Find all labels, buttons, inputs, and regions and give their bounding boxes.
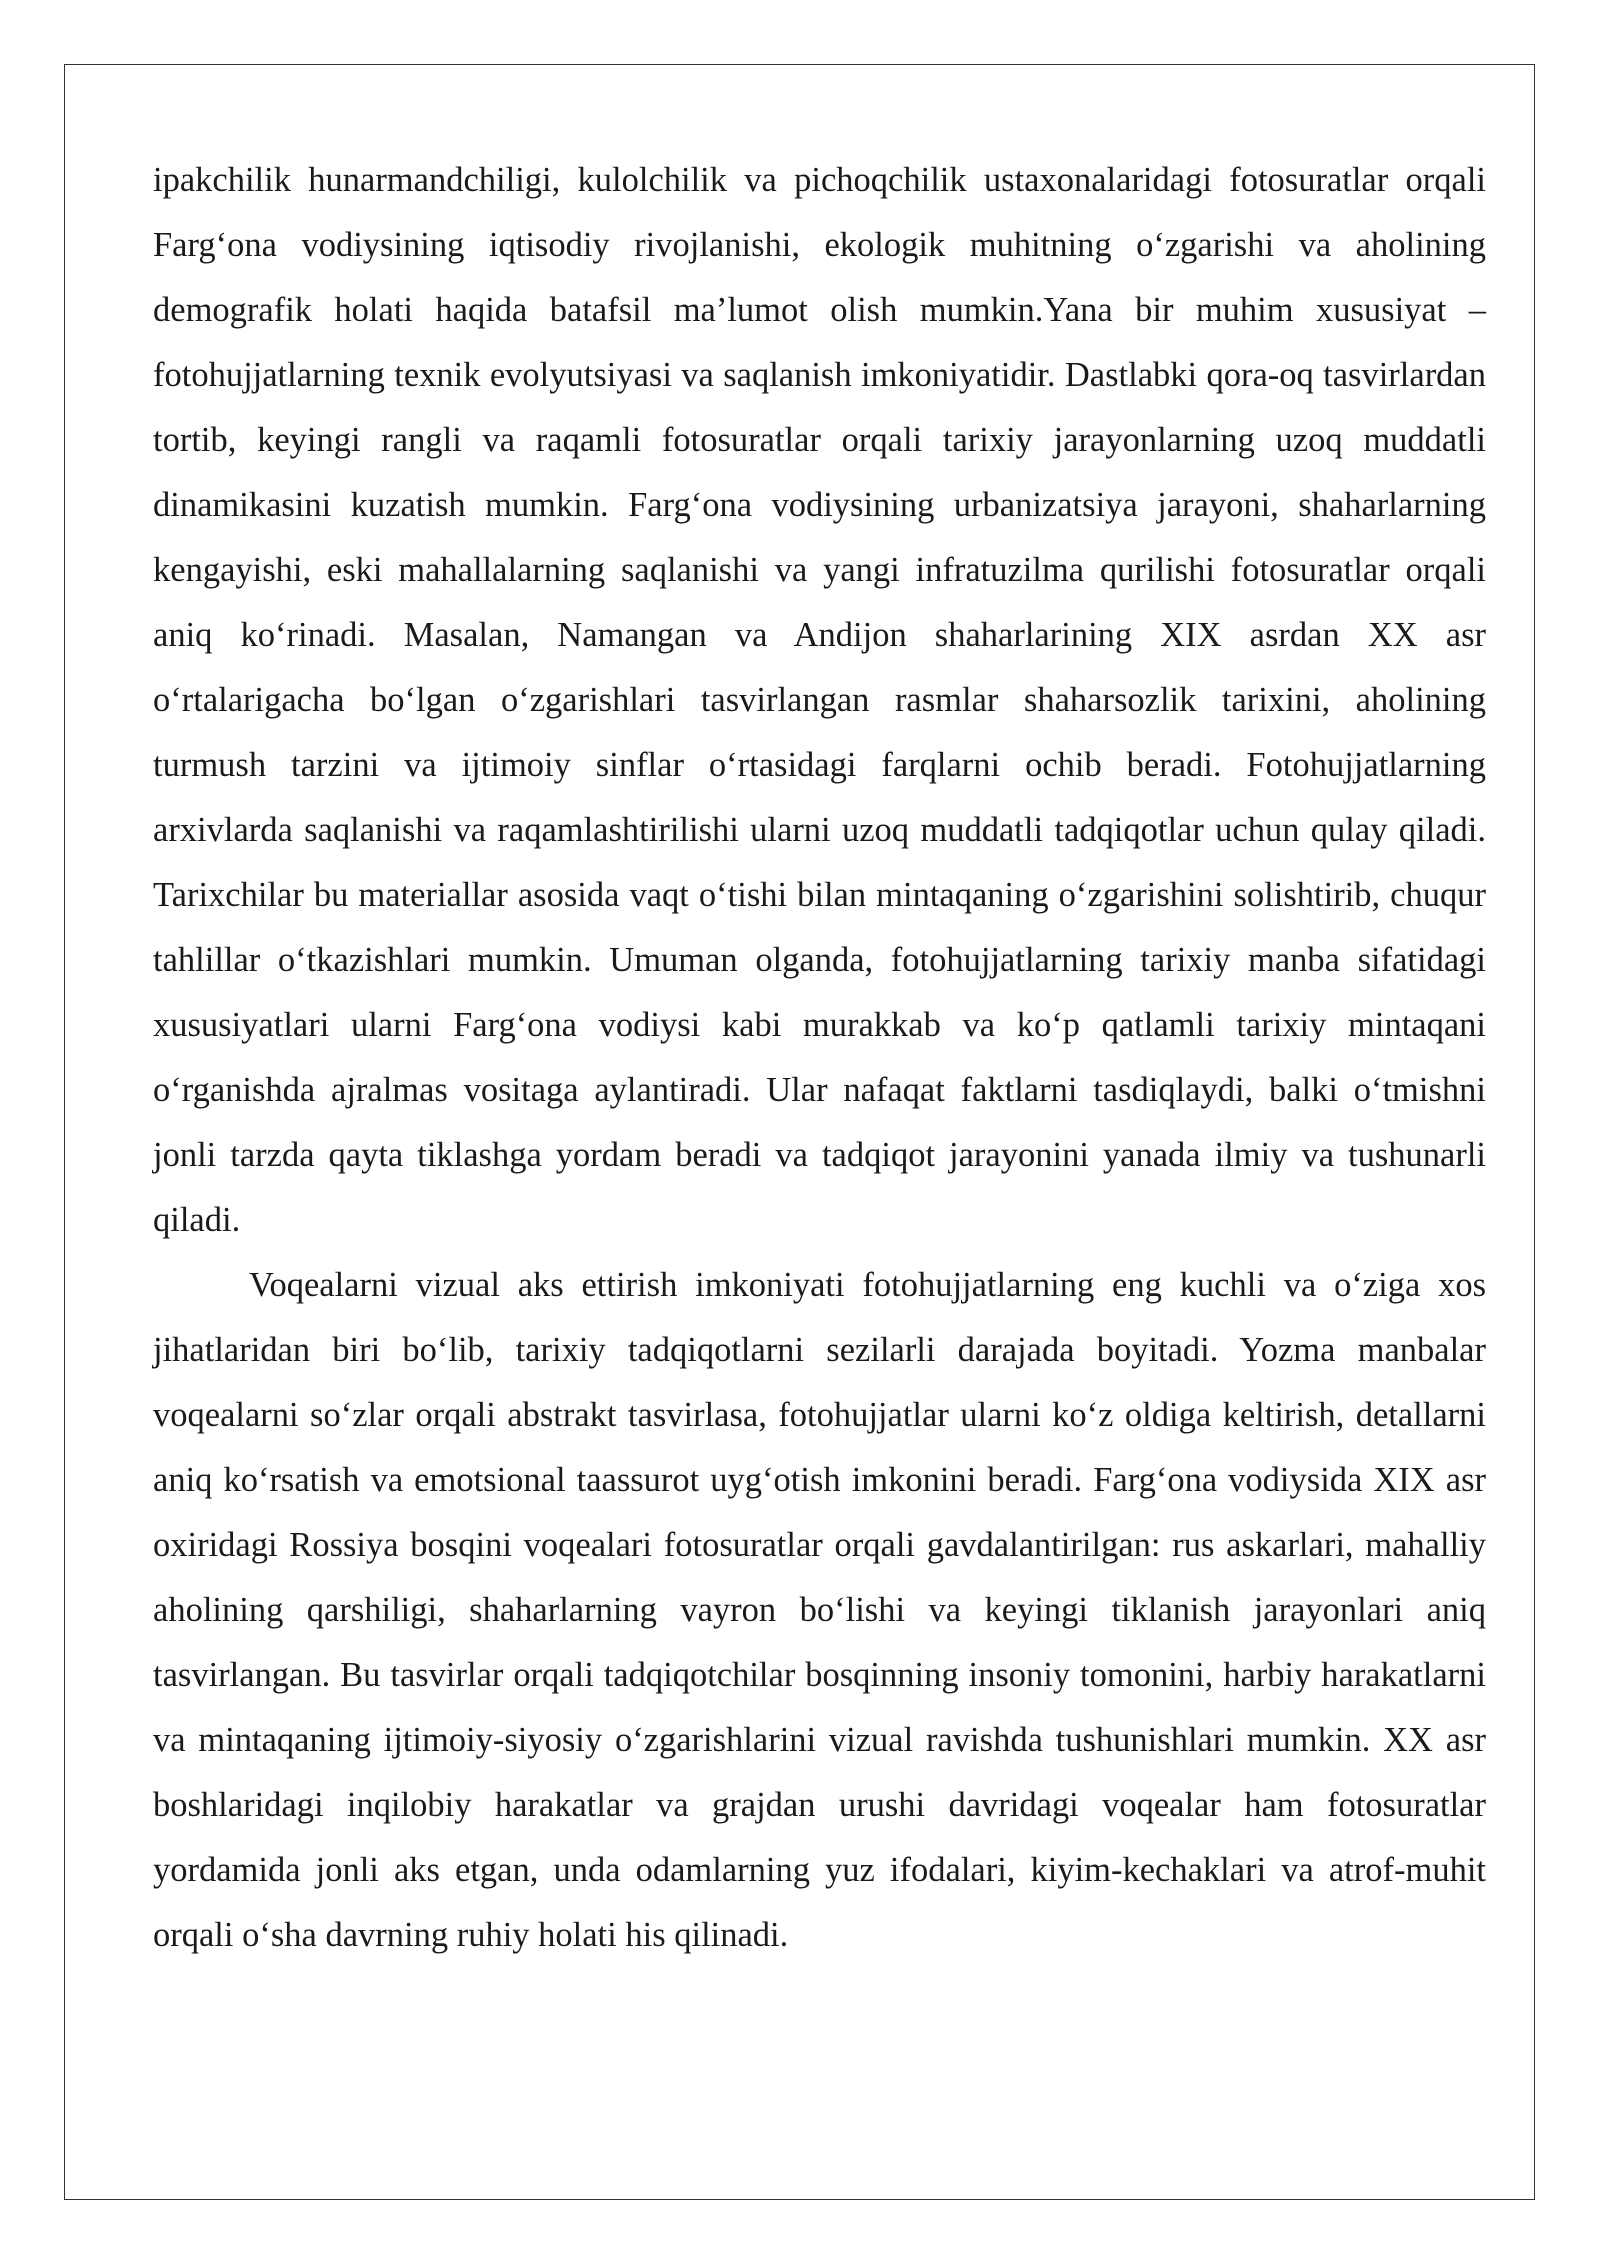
document-body <box>153 148 1486 1968</box>
paragraph-2: Voqealarni vizual aks ettirish imkoniyati fotohujjatlarning eng kuchli va o‘ziga xos jihatlaridan biri bo‘lib, tarixiy tadqiqotlarni sezilarli darajada boyitadi. Yozma manbalar voqealarni so‘zlar orqali abstrakt tasvirlasa, fotohujjatlar ularni ko‘z oldiga keltirish, detallarni aniq ko‘rsatish va emotsional taassurot uyg‘otish imkonini beradi. Farg‘ona vodiysida XIX asr oxiridagi Rossiya bosqini voqealari fotosuratlar orqali gavdalantirilgan: rus askarlari, mahalliy aholining qarshiligi, shaharlarning vayron bo‘lishi va keyingi tiklanish jarayonlari aniq tasvirlangan. Bu tasvirlar orqali tadqiqotchilar bosqinning insoniy tomonini, harbiy harakatlarni va mintaqaning ijtimoiy-siyosiy o‘zgarishlarini vizual ravishda tushunishlari mumkin. XX asr boshlaridagi inqilobiy harakatlar va grajdan urushi davridagi voqealar ham fotosuratlar yordamida jonli aks etgan, unda odamlarning yuz ifodalari, kiyim-kechaklari va atrof-muhit orqali o‘sha davrning ruhiy holati his qilinadi. <box>153 1266 1486 1954</box>
paragraph-1: ipakchilik hunarmandchiligi, kulolchilik va pichoqchilik ustaxonalaridagi fotosuratlar orqali Farg‘ona vodiysining iqtisodiy rivojlanishi, ekologik muhitning o‘zgarishi va aholining demografik holati haqida batafsil ma’lumot olish mumkin.Yana bir muhim xususiyat – fotohujjatlarning texnik evolyutsiyasi va saqlanish imkoniyatidir. Dastlabki qora-oq tasvirlardan tortib, keyingi rangli va raqamli fotosuratlar orqali tarixiy jarayonlarning uzoq muddatli dinamikasini kuzatish mumkin. Farg‘ona vodiysining urbanizatsiya jarayoni, shaharlarning kengayishi, eski mahallalarning saqlanishi va yangi infratuzilma qurilishi fotosuratlar orqali aniq ko‘rinadi. Masalan, Namangan va Andijon shaharlarining XIX asrdan XX asr o‘rtalarigacha bo‘lgan o‘zgarishlari tasvirlangan rasmlar shaharsozlik tarixini, aholining turmush tarzini va ijtimoiy sinflar o‘rtasidagi farqlarni ochib beradi. Fotohujjatlarning arxivlarda saqlanishi va raqamlashtirilishi ularni uzoq muddatli tadqiqotlar uchun qulay qiladi. Tarixchilar bu materiallar asosida vaqt o‘tishi bilan mintaqaning o‘zgarishini solishtirib, chuqur tahlillar o‘tkazishlari mumkin. Umuman olganda, fotohujjatlarning tarixiy manba sifatidagi xususiyatlari ularni Farg‘ona vodiysi kabi murakkab va ko‘p qatlamli tarixiy mintaqani o‘rganishda ajralmas vositaga aylantiradi. Ular nafaqat faktlarni tasdiqlaydi, balki o‘tmishni jonli tarzda qayta tiklashga yordam beradi va tadqiqot jarayonini yanada ilmiy va tushunarli qiladi. <box>153 161 1486 1239</box>
